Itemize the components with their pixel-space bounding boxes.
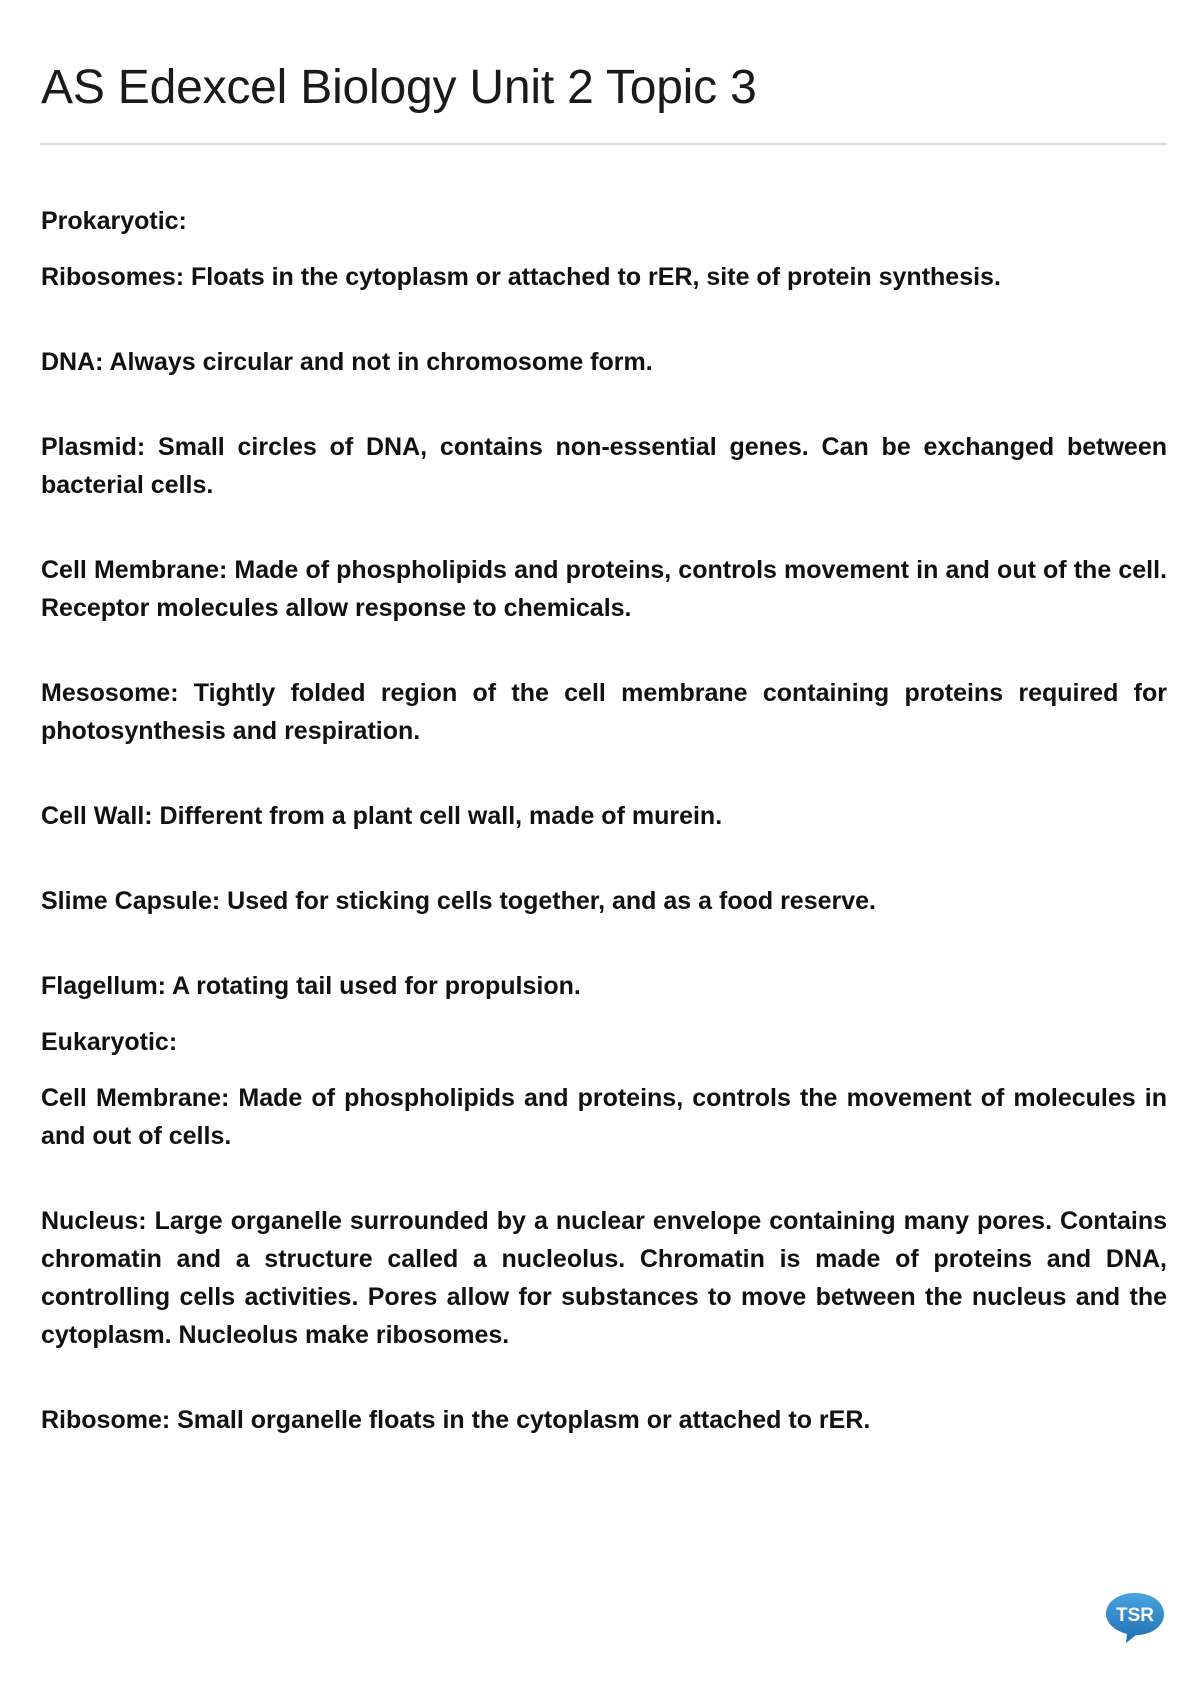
prokaryotic-plasmid: Plasmid: Small circles of DNA, contains non-essential genes. Can be exchanged between bacterial cells. (41, 433, 1167, 499)
prokaryotic-ribosomes: Ribosomes: Floats in the cytoplasm or attached to rER, site of protein synthesis. (41, 263, 1001, 291)
section-heading-prokaryotic: Prokaryotic: (41, 207, 187, 235)
title-divider (40, 143, 1167, 145)
section-heading-eukaryotic: Eukaryotic: (41, 1028, 178, 1056)
prokaryotic-cell-wall: Cell Wall: Different from a plant cell wall, made of murein. (41, 802, 723, 830)
prokaryotic-dna: DNA: Always circular and not in chromosome form. (41, 348, 653, 376)
prokaryotic-flagellum: Flagellum: A rotating tail used for propulsion. (41, 972, 581, 1000)
tsr-logo-icon (1104, 1590, 1166, 1646)
notes-content (41, 202, 1167, 1439)
prokaryotic-slime-capsule: Slime Capsule: Used for sticking cells together, and as a food reserve. (41, 887, 876, 915)
eukaryotic-nucleus: Nucleus: Large organelle surrounded by a nuclear envelope containing many pores. Contains chromatin and a structure called a nucleolus. Chromatin is made of proteins and DNA, controlling cells activities. Pores allow for substances to move between the nucleus and the cytoplasm. Nucleolus make ribosomes. (41, 1207, 1167, 1349)
prokaryotic-mesosome: Mesosome: Tightly folded region of the cell membrane containing proteins required for photosynthesis and respiration. (41, 679, 1167, 745)
eukaryotic-cell-membrane: Cell Membrane: Made of phospholipids and proteins, controls the movement of molecules in and out of cells. (41, 1084, 1167, 1150)
eukaryotic-ribosome: Ribosome: Small organelle floats in the cytoplasm or attached to rER. (41, 1406, 871, 1434)
page-title: AS Edexcel Biology Unit 2 Topic 3 (41, 61, 757, 114)
prokaryotic-cell-membrane: Cell Membrane: Made of phospholipids and proteins, controls movement in and out of the cell. Receptor molecules allow response to chemicals. (41, 556, 1167, 622)
tsr-logo-text: TSR (1116, 1605, 1154, 1626)
